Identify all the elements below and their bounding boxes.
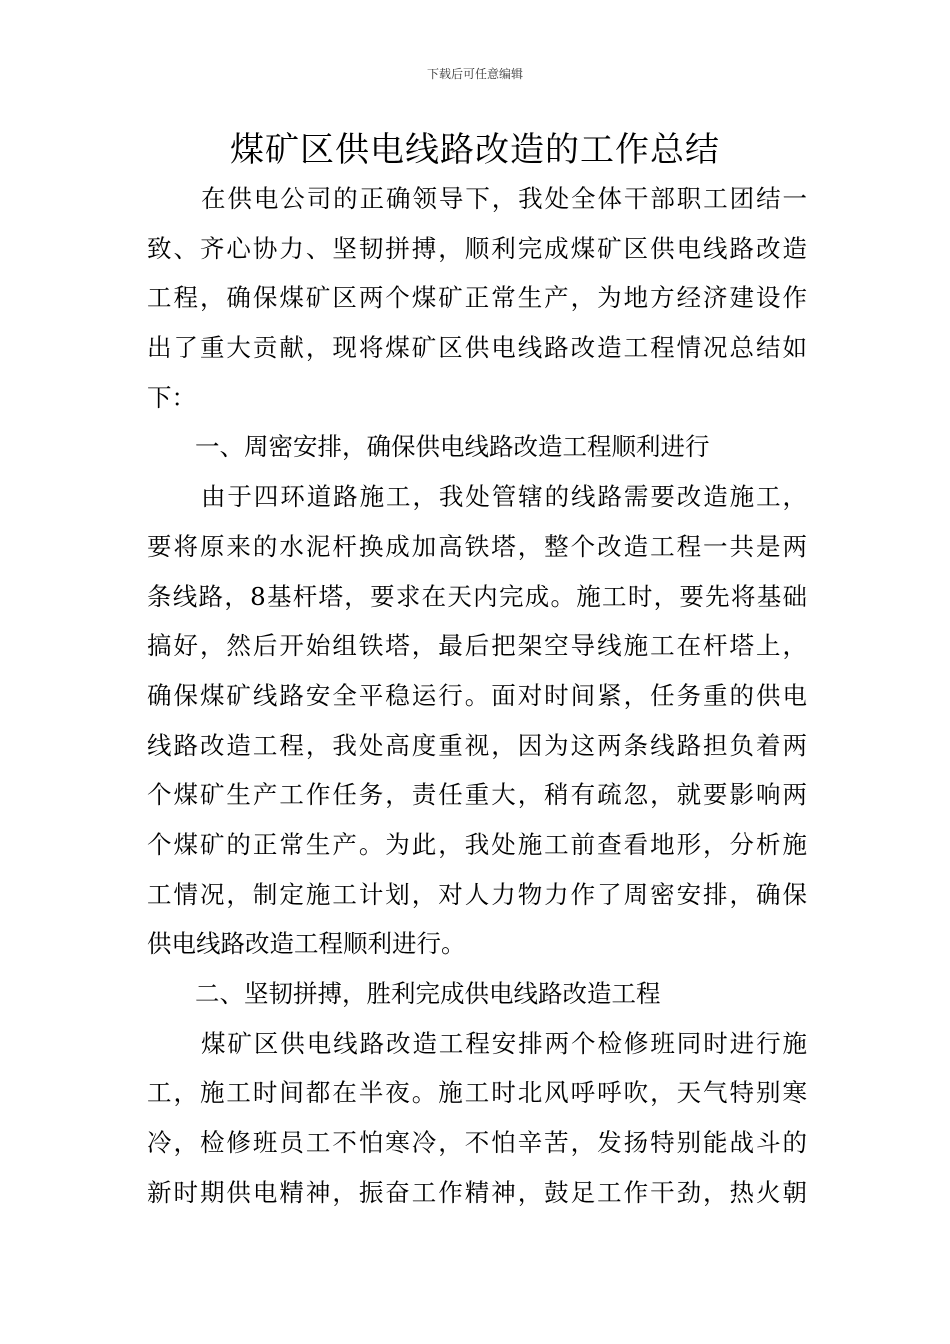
text-line: 供电线路改造工程顺利进行。: [147, 929, 466, 959]
text-line: 在供电公司的正确领导下，我处全体干部职工团结一: [201, 184, 807, 213]
document-title: 煤矿区供电线路改造的工作总结: [230, 130, 720, 170]
text-line: 搞好，然后开始组铁塔，最后把架空导线施工在杆塔上，: [147, 631, 807, 661]
text-line: 个煤矿的正常生产。为此，我处施工前查看地形，分析施: [147, 829, 807, 859]
text-line: 致、齐心协力、坚韧拼搏，顺利完成煤矿区供电线路改造: [147, 233, 807, 263]
text-line: 由于四环道路施工，我处管辖的线路需要改造施工，: [201, 482, 807, 512]
text-line: 工程，确保煤矿区两个煤矿正常生产，为地方经济建设作: [147, 283, 807, 313]
text-line: 出了重大贡献，现将煤矿区供电线路改造工程情况总结如: [147, 333, 807, 363]
section-heading: 二、坚韧拼搏，胜利完成供电线路改造工程: [195, 979, 661, 1008]
text-line: 确保煤矿线路安全平稳运行。面对时间紧，任务重的供电: [147, 680, 807, 710]
text-line: 煤矿区供电线路改造工程安排两个检修班同时进行施: [201, 1028, 807, 1058]
text-line: 下：: [147, 382, 196, 412]
text-line: 要将原来的水泥杆换成加高铁塔，整个改造工程一共是两: [147, 531, 807, 561]
text-line: 冷，检修班员工不怕寒冷，不怕辛苦，发扬特别能战斗的: [147, 1128, 807, 1158]
text-line: 线路改造工程，我处高度重视，因为这两条线路担负着两: [147, 730, 807, 760]
text-line: 条线路，8基杆塔，要求在天内完成。施工时，要先将基础: [147, 581, 807, 611]
text-line: 新时期供电精神，振奋工作精神，鼓足工作干劲，热火朝: [147, 1177, 807, 1207]
text-line: 工情况，制定施工计划，对人力物力作了周密安排，确保: [147, 879, 807, 909]
text-line: 个煤矿生产工作任务，责任重大，稍有疏忽，就要影响两: [147, 780, 807, 810]
section-heading: 一、周密安排，确保供电线路改造工程顺利进行: [195, 432, 710, 462]
header-note: 下载后可任意编辑: [426, 67, 523, 81]
text-line: 工，施工时间都在半夜。施工时北风呼呼吹，天气特别寒: [147, 1078, 807, 1108]
document-body: [147, 174, 807, 1217]
